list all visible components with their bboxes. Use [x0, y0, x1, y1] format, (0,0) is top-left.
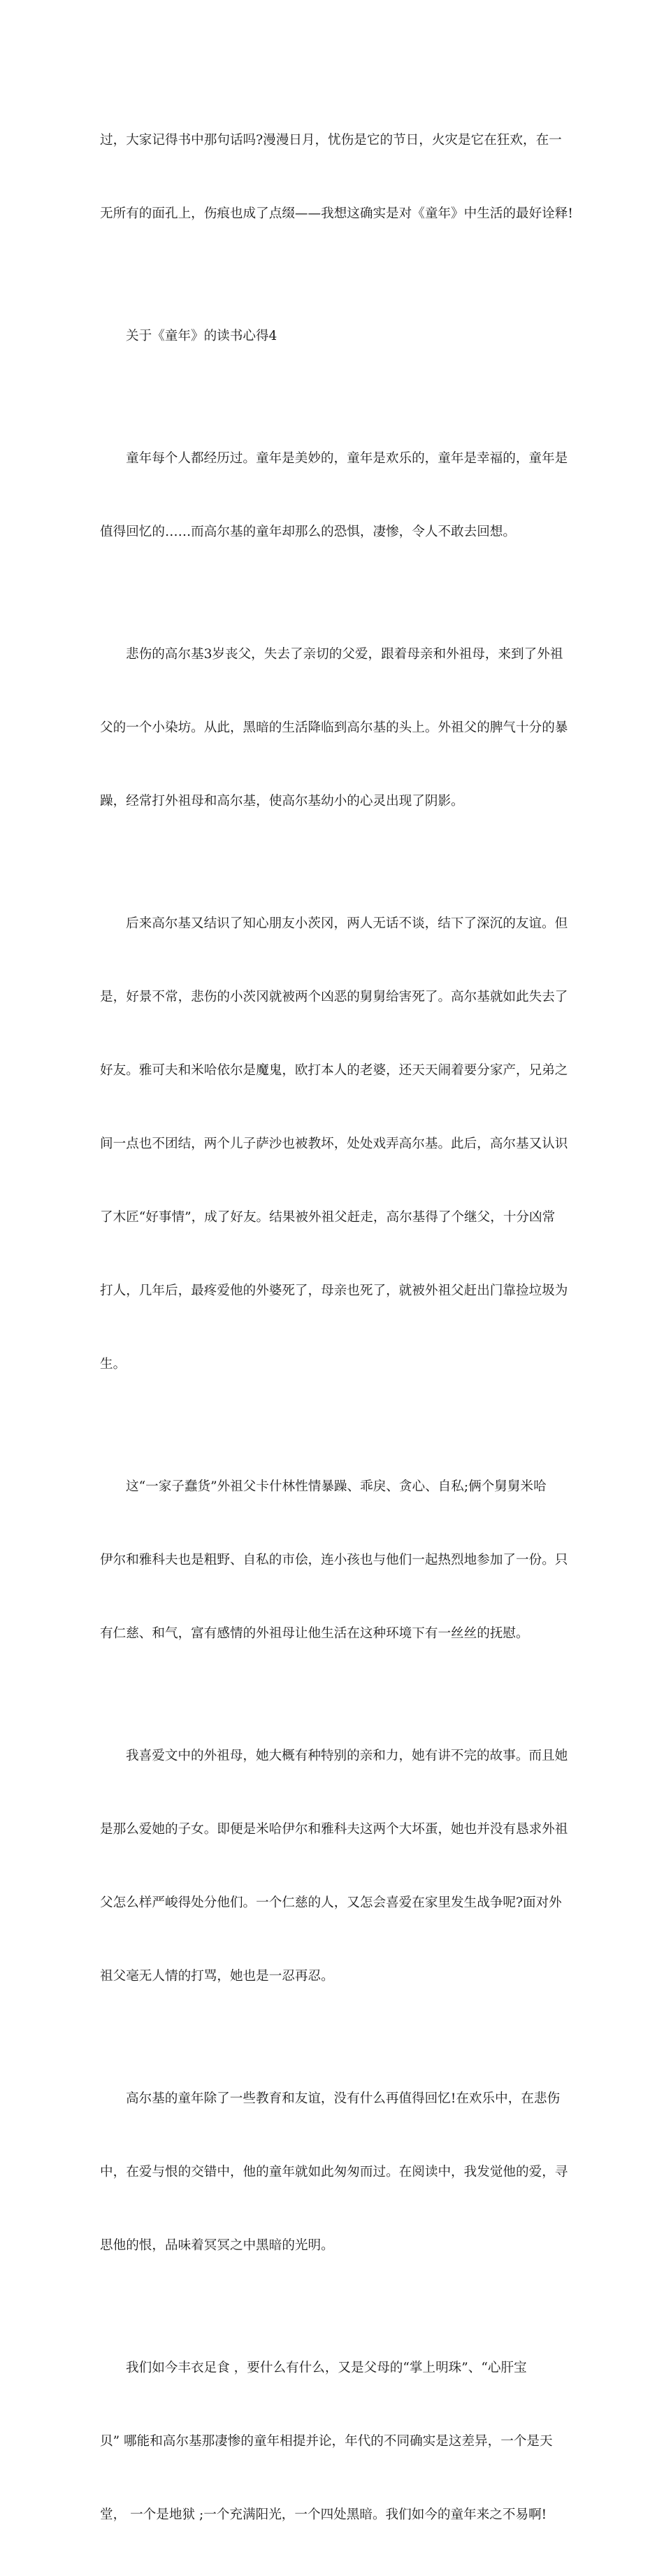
text-line: 悲伤的高尔基3岁丧父，失去了亲切的父爱，跟着母亲和外祖母，来到了外祖	[126, 647, 563, 662]
text-line: 有仁慈、和气，富有感情的外祖母让他生活在这种环境下有一丝丝的抚慰。	[100, 1626, 529, 1641]
text-line: 后来高尔基又结识了知心朋友小茨冈，两人无话不谈，结下了深沉的友谊。但	[126, 916, 568, 931]
text-line: 父怎么样严峻得处分他们。一个仁慈的人，又怎会喜爱在家里发生战争呢?面对外	[100, 1895, 562, 1910]
document-body	[100, 79, 573, 2576]
text-line: 好友。雅可夫和米哈依尔是魔鬼，欧打本人的老婆，还天天闹着要分家产，兄弟之	[100, 1063, 568, 1078]
text-line: 生。	[100, 1357, 127, 1372]
text-line: 是那么爱她的子女。即便是米哈伊尔和雅科夫这两个大坏蛋，她也并没有恳求外祖	[100, 1822, 568, 1837]
text-line: 堂， 一个是地狱 ;一个充满阳光，一个四处黑暗。我们如今的童年来之不易啊!	[100, 2507, 547, 2522]
paragraph	[100, 79, 573, 275]
text-line: 了木匠“好事情”，成了好友。结果被外祖父赶走，高尔基得了个继父，十分凶常	[100, 1210, 556, 1225]
text-line: 伊尔和雅科夫也是粗野、自私的市侩，连小孩也与他们一起热烈地参加了一份。只	[100, 1553, 568, 1567]
text-line: 贝” 哪能和高尔基那凄惨的童年相提并论，年代的不同确实是这差异，一个是天	[100, 2434, 553, 2449]
text-line: 躁，经常打外祖母和高尔基，使高尔基幼小的心灵出现了阴影。	[100, 794, 464, 809]
text-line: 无所有的面孔上，伤痕也成了点缀——我想这确实是对《童年》中生活的最好诠释!	[100, 206, 573, 221]
text-line: 我们如今丰衣足食 ，要什么有什么，又是父母的“掌上明珠”、“心肝宝	[126, 2361, 527, 2375]
paragraph	[100, 862, 568, 1425]
paragraph	[100, 2307, 568, 2576]
heading-text: 关于《童年》的读书心得4	[126, 329, 277, 343]
text-line: 思他的恨，品味着冥冥之中黑暗的光明。	[100, 2238, 334, 2253]
text-line: 值得回忆的……而高尔基的童年却那么的恐惧，凄惨，令人不敢去回想。	[100, 525, 517, 539]
paragraph	[100, 1695, 568, 2037]
paragraph	[100, 2037, 568, 2307]
text-line: 是，好景不常，悲伤的小茨冈就被两个凶恶的舅舅给害死了。高尔基就如此失去了	[100, 990, 568, 1004]
text-line: 祖父毫无人情的打骂，她也是一忍再忍。	[100, 1969, 334, 1984]
section-heading	[100, 275, 568, 397]
text-line: 间一点也不团结，两个儿子萨沙也被教坏，处处戏弄高尔基。此后，高尔基又认识	[100, 1137, 568, 1151]
paragraph	[100, 1425, 568, 1695]
text-line: 这“一家子蠢货”外祖父卡什林性情暴躁、乖戾、贪心、自私;俩个舅舅米哈	[126, 1479, 547, 1494]
text-line: 父的一个小染坊。从此，黑暗的生活降临到高尔基的头上。外祖父的脾气十分的暴	[100, 720, 568, 735]
paragraph	[100, 397, 568, 593]
text-line: 高尔基的童年除了一些教育和友谊，没有什么再值得回忆!在欢乐中，在悲伤	[126, 2091, 561, 2106]
text-line: 过，大家记得书中那句话吗?漫漫日月，忧伤是它的节日，火灾是它在狂欢，在一	[100, 133, 562, 148]
text-line: 我喜爱文中的外祖母，她大概有种特别的亲和力，她有讲不完的故事。而且她	[126, 1749, 568, 1763]
paragraph	[100, 593, 568, 862]
text-line: 童年每个人都经历过。童年是美妙的，童年是欢乐的，童年是幸福的，童年是	[126, 451, 568, 466]
text-line: 中，在爱与恨的交错中，他的童年就如此匆匆而过。在阅读中，我发觉他的爱，寻	[100, 2165, 568, 2179]
text-line: 打人，几年后，最疼爱他的外婆死了，母亲也死了，就被外祖父赶出门靠捡垃圾为	[100, 1283, 568, 1298]
